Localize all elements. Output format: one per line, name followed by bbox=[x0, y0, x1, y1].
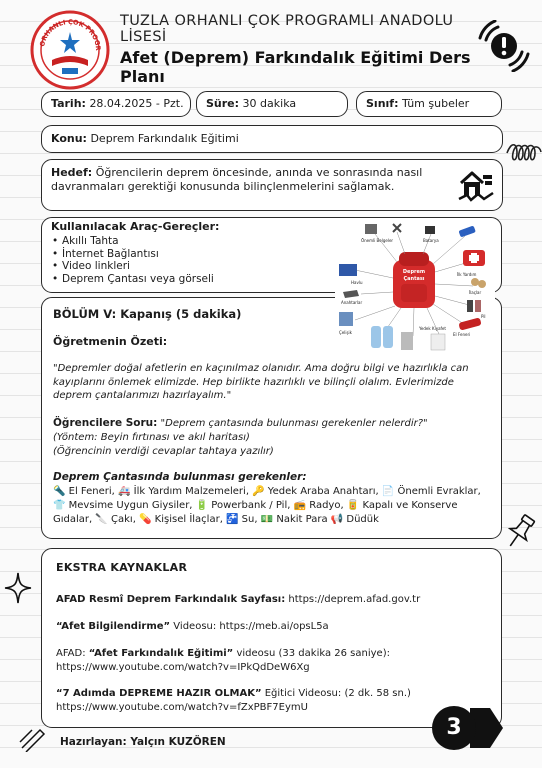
topic-box bbox=[41, 125, 503, 153]
date-label: Tarih: bbox=[51, 97, 86, 110]
earthquake-icon bbox=[458, 167, 494, 203]
video1-link[interactable]: Videosu: https://meb.ai/opsL5a bbox=[173, 621, 329, 632]
tools-list bbox=[51, 235, 214, 285]
video2-prefix: AFAD: bbox=[56, 648, 86, 659]
prepared-by: Hazırlayan: Yalçın KUZÖREN bbox=[60, 736, 226, 748]
svg-text:El Feneri: El Feneri bbox=[453, 332, 471, 337]
afad-label: AFAD Resmî Deprem Farkındalık Sayfası: bbox=[56, 594, 286, 605]
svg-text:Anahtarlar: Anahtarlar bbox=[341, 300, 363, 305]
question-text: "Deprem çantasında bulunması gerekenler nelerdir?" bbox=[160, 418, 428, 429]
goal-label: Hedef: bbox=[51, 166, 93, 179]
svg-text:Yedek Kıyafet: Yedek Kıyafet bbox=[419, 326, 446, 331]
svg-text:Çantası: Çantası bbox=[403, 276, 425, 282]
video2-label: “Afet Farkındalık Eğitimi” bbox=[88, 648, 234, 659]
duration-value: 30 dakika bbox=[242, 97, 297, 110]
plan-title: Afet (Deprem) Farkındalık Eğitimi Ders Planı bbox=[120, 48, 471, 86]
svg-text:İlk Yardım: İlk Yardım bbox=[457, 272, 477, 277]
topic-value: Deprem Farkındalık Eğitimi bbox=[90, 132, 239, 145]
video3-label: “7 Adımda DEPREME HAZIR OLMAK” bbox=[56, 688, 262, 699]
tools-title: Kullanılacak Araç-Gereçler: bbox=[51, 220, 220, 233]
svg-text:İlaçlar: İlaçlar bbox=[469, 290, 482, 295]
duration-box bbox=[196, 91, 348, 117]
pushpin-icon bbox=[502, 512, 538, 552]
kit-items: 🔦 El Feneri, 🚑 İlk Yardım Malzemeleri, 🔑 Yedek Araba Anahtarı, 📄 Önemli Evraklar, 👕 Mevsime Uygun Giysiler, 🔋 Powerbank / Pil, 📻 Radyo, 🥫 Kapalı ve Konserve Gıdalar, 🔪 Çakı, 💊 Kişisel İlaçlar, 🚰 Su, 💵 Nakit Para 📢 Düdük bbox=[53, 486, 481, 525]
summary-title: Öğretmenin Özeti: bbox=[53, 335, 168, 348]
school-logo bbox=[30, 10, 110, 90]
emergency-kit-illustration bbox=[335, 222, 495, 354]
class-box bbox=[356, 91, 502, 117]
method-text: (Yöntem: Beyin fırtınası ve akıl haritası) bbox=[53, 432, 250, 443]
class-label: Sınıf: bbox=[366, 97, 399, 110]
svg-text:Pil: Pil bbox=[481, 314, 486, 319]
topic-label: Konu: bbox=[51, 132, 87, 145]
coil-decoration bbox=[505, 140, 542, 166]
svg-text:Deprem: Deprem bbox=[402, 269, 426, 275]
video2-link[interactable]: https://www.youtube.com/watch?v=IPkQdDeW6Xg bbox=[56, 662, 310, 673]
tool-item: • İnternet Bağlantısı bbox=[51, 248, 214, 261]
video3-link[interactable]: https://www.youtube.com/watch?v=fZxPBF7EymU bbox=[56, 702, 308, 713]
video2-text: videosu (33 dakika 26 saniye): bbox=[236, 648, 390, 659]
extra-resources-box bbox=[41, 548, 502, 728]
tool-item: • Deprem Çantası veya görseli bbox=[51, 273, 214, 286]
sparkle-icon bbox=[4, 572, 32, 604]
date-box bbox=[41, 91, 191, 117]
duration-label: Süre: bbox=[206, 97, 240, 110]
teacher-quote: "Depremler doğal afetlerin en kaçınılmaz olanıdır. Ama doğru bilgi ve hazırlıkla can kayıplarını önlemek elimizde. Hep birlikte hazırlıklı ve bilinçli olalım. Evlerimizde deprem çantalarımızı hazırlayalım." bbox=[53, 363, 469, 401]
kit-title: Deprem Çantasında bulunması gerekenler: bbox=[53, 471, 307, 483]
pencil-lines-decoration bbox=[18, 722, 48, 752]
school-name: TUZLA ORHANLI ÇOK PROGRAMLI ANADOLU LİSESİ bbox=[120, 13, 454, 45]
svg-text:Çelişik: Çelişik bbox=[339, 330, 352, 335]
svg-text:Batarya: Batarya bbox=[423, 238, 439, 243]
note-text: (Öğrencinin verdiği cevaplar tahtaya yazılır) bbox=[53, 446, 274, 457]
svg-text:Önemli Belgeler: Önemli Belgeler bbox=[361, 238, 394, 243]
date-value: 28.04.2025 - Pzt. bbox=[89, 97, 184, 110]
svg-text:ORHANLI ÇOK PROGRAMLI: ORHANLI ÇOK PROGR bbox=[38, 17, 103, 51]
goal-value: Öğrencilerin deprem öncesinde, anında ve sonrasında nasıl davranmaları gerektiği konusunda bilinçlenmelerini sağlamak. bbox=[51, 166, 423, 193]
svg-text:Havlu: Havlu bbox=[351, 280, 363, 285]
tool-item: • Video linkleri bbox=[51, 260, 214, 273]
section-title: BÖLÜM V: Kapanış (5 dakika) bbox=[53, 307, 242, 321]
question-label: Öğrencilere Soru: bbox=[53, 417, 158, 429]
goal-box bbox=[41, 159, 503, 211]
class-value: Tüm şubeler bbox=[401, 97, 470, 110]
video1-label: “Afet Bilgilendirme” bbox=[56, 621, 171, 632]
alert-icon bbox=[478, 20, 530, 72]
video3-text: Eğitici Videosu: (2 dk. 58 sn.) bbox=[264, 688, 411, 699]
extra-title: EKSTRA KAYNAKLAR bbox=[56, 561, 188, 574]
tool-item: • Akıllı Tahta bbox=[51, 235, 214, 248]
page-number: 3 bbox=[432, 706, 476, 750]
afad-link[interactable]: https://deprem.afad.gov.tr bbox=[288, 594, 421, 605]
